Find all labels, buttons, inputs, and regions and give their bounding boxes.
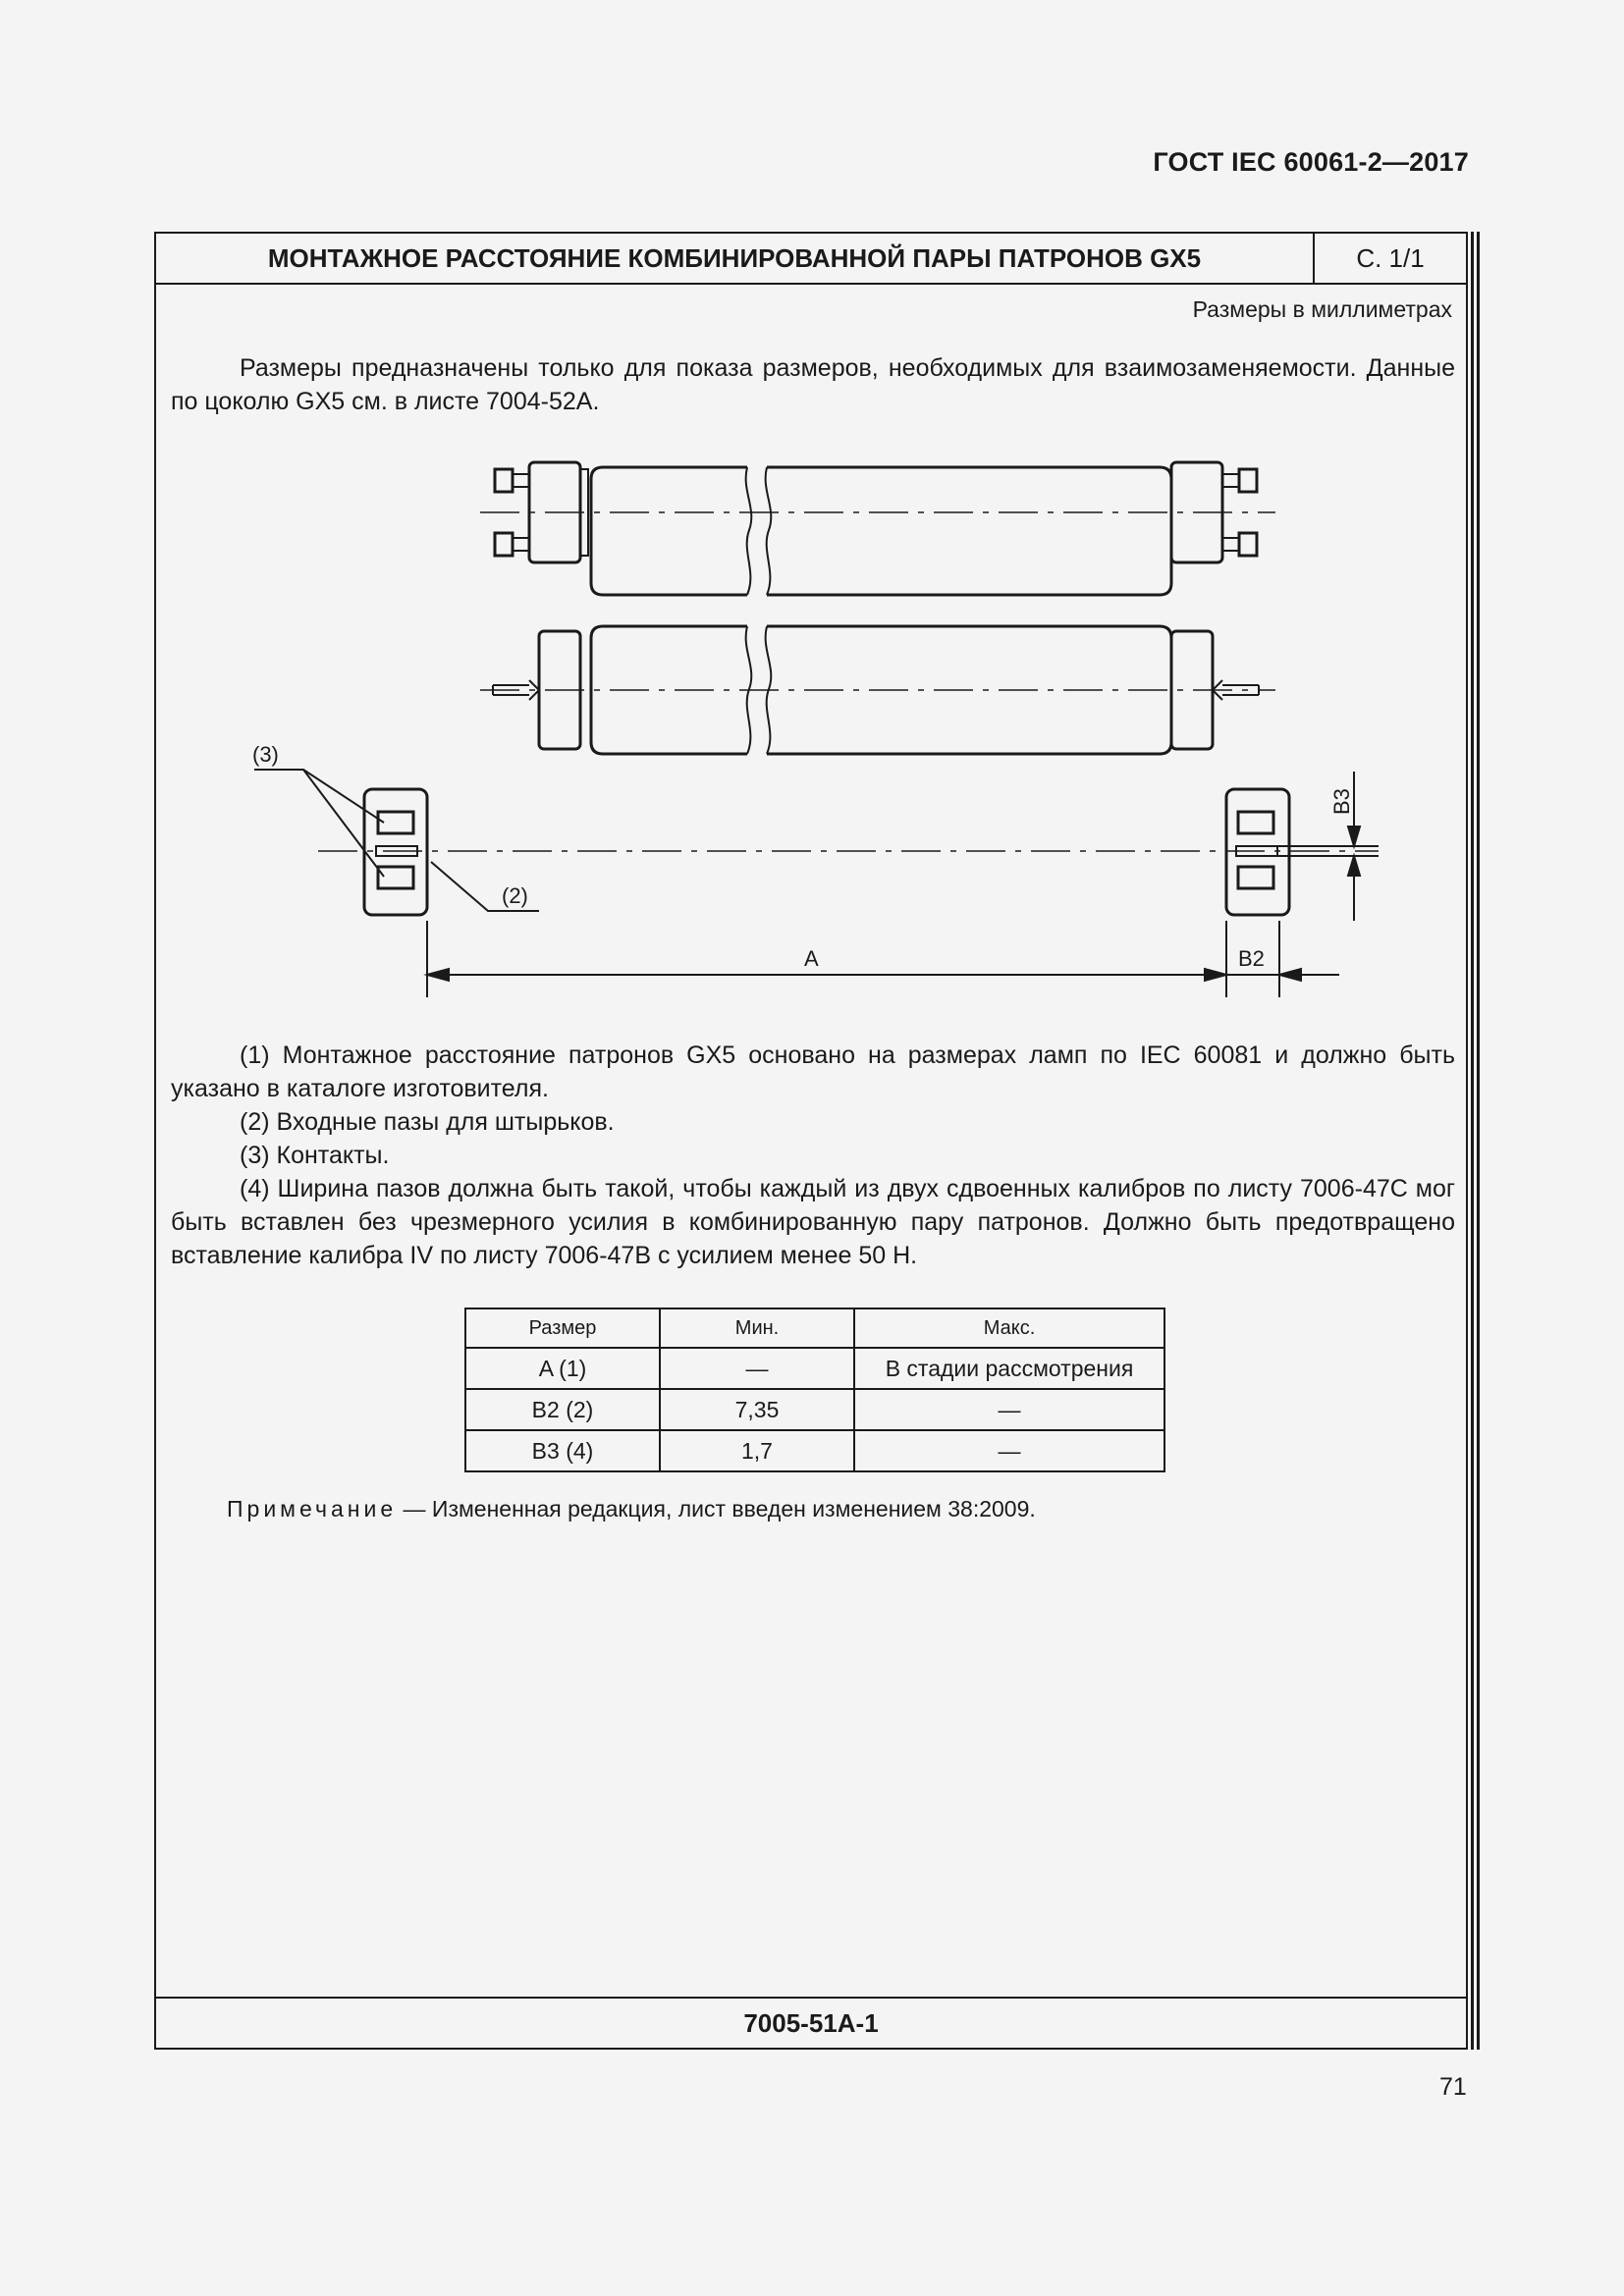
technical-drawing [156,234,1470,1039]
dim-b2-label: B2 [1238,946,1265,971]
dimension-lines [427,772,1379,997]
table-row [465,1389,1164,1430]
table-cell: B2 (2) [465,1389,660,1430]
standard-code: ГОСТ IEC 60061-2—2017 [1153,147,1469,177]
sheet-number: 7005-51А-1 [156,1997,1466,2048]
dimensions-table [464,1308,1165,1472]
table-cell: — [660,1348,854,1389]
table-header: Макс. [854,1308,1164,1348]
remark-label: Примечание [227,1496,398,1522]
intro-paragraph: Размеры предназначены только для показа размеров, необходимых для взаимозаменяемости. Данные по цоколю GX5 см. в листе 7004-52А. [171,354,1455,415]
lampholder-left [364,789,427,915]
table-header: Мин. [660,1308,854,1348]
table-cell: B3 (4) [465,1430,660,1471]
lamp-top-view [480,462,1275,595]
label-contacts: (3) [252,742,279,767]
lampholder-right [1226,789,1289,915]
table-cell: A (1) [465,1348,660,1389]
table-cell: — [854,1430,1164,1471]
table-cell: — [854,1389,1164,1430]
sheet-page: С. 1/1 [1356,242,1425,273]
table-row [465,1430,1164,1471]
remark-text: — Измененная редакция, лист введен изменением 38:2009. [397,1496,1036,1522]
label-slots: (2) [502,883,528,908]
table-header-row [465,1308,1164,1348]
lamp-side-view [480,626,1275,754]
units-note: Размеры в миллиметрах [1192,296,1452,322]
note-item: (1) Монтажное расстояние патронов GX5 основано на размерах ламп по IEC 60081 и должно быть указано в каталоге изготовителя. [171,1041,1455,1102]
table-row [465,1348,1164,1389]
remark [227,1496,1036,1522]
sheet-title: МОНТАЖНОЕ РАССТОЯНИЕ КОМБИНИРОВАННОЙ ПАРЫ ПАТРОНОВ GX5 [156,234,1315,283]
frame-rule [1471,232,1474,2050]
note-item: (4) Ширина пазов должна быть такой, чтобы каждый из двух сдвоенных калибров по листу 7006-47С мог быть вставлен без чрезмерного усилия в комбинированную пару патронов. Должно быть предотвращено вставление калибра IV по листу 7006-47В с усилием менее 50 Н. [171,1175,1455,1269]
table-header: Размер [465,1308,660,1348]
dim-a-label: A [804,946,819,971]
note-item: (2) Входные пазы для штырьков. [240,1108,615,1136]
notes-list [171,1039,1455,1272]
table-cell: 1,7 [660,1430,854,1471]
sheet-frame [154,232,1468,2050]
note-item: (3) Контакты. [240,1142,390,1169]
page-number: 71 [1439,2073,1467,2101]
table-cell: 7,35 [660,1389,854,1430]
dim-b3-label: B3 [1329,788,1354,815]
frame-rule [1477,232,1480,2050]
table-cell: В стадии рассмотрения [854,1348,1164,1389]
